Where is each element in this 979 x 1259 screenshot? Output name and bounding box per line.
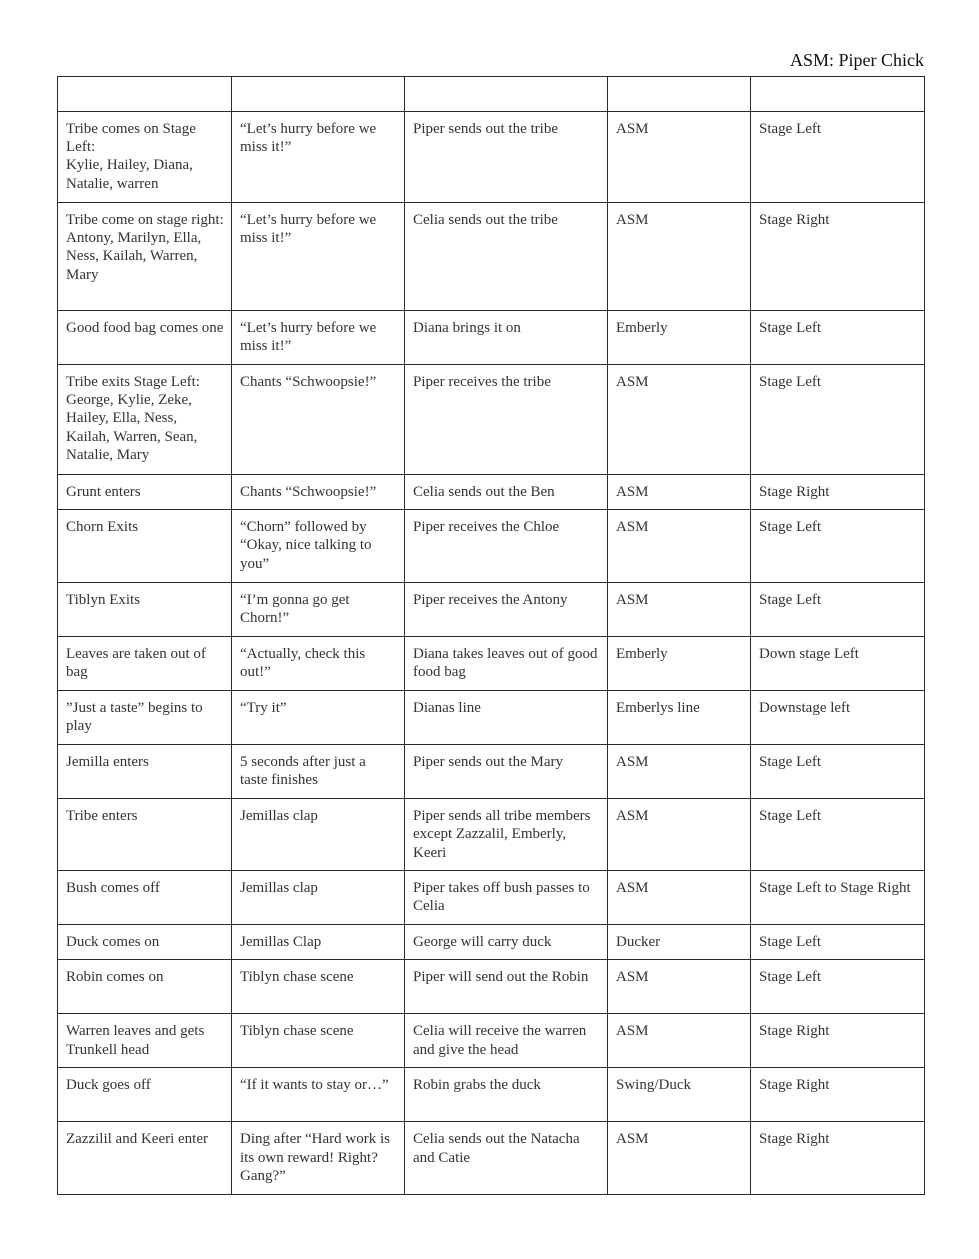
cue-cell: Jemillas Clap bbox=[232, 925, 405, 960]
header-cell bbox=[608, 77, 751, 112]
crew-cell: ASM bbox=[608, 871, 751, 925]
location-cell: Stage Right bbox=[751, 1122, 925, 1195]
cue-cell: “Try it” bbox=[232, 691, 405, 745]
location-cell: Stage Left to Stage Right bbox=[751, 871, 925, 925]
crew-cell: Ducker bbox=[608, 925, 751, 960]
location-cell: Stage Left bbox=[751, 799, 925, 871]
action-cell: Piper sends out the Mary bbox=[405, 745, 608, 799]
page-header-title: ASM: Piper Chick bbox=[789, 50, 924, 70]
cue-cell: Jemillas clap bbox=[232, 799, 405, 871]
table-row bbox=[58, 475, 925, 510]
crew-cell: Emberly bbox=[608, 637, 751, 691]
header-cell bbox=[232, 77, 405, 112]
table-row bbox=[58, 637, 925, 691]
location-cell: Down stage Left bbox=[751, 637, 925, 691]
table-row bbox=[58, 510, 925, 583]
location-cell: Stage Left bbox=[751, 311, 925, 365]
location-cell: Stage Right bbox=[751, 1068, 925, 1122]
header-cell bbox=[751, 77, 925, 112]
crew-cell: ASM bbox=[608, 583, 751, 637]
crew-cell: Emberlys line bbox=[608, 691, 751, 745]
location-cell: Stage Left bbox=[751, 745, 925, 799]
event-cell: ”Just a taste” begins to play bbox=[58, 691, 232, 745]
cue-cell: Tiblyn chase scene bbox=[232, 960, 405, 1014]
crew-cell: ASM bbox=[608, 365, 751, 475]
event-cell: Tribe exits Stage Left: George, Kylie, Zeke, Hailey, Ella, Ness, Kailah, Warren, Sean, Natalie, Mary bbox=[58, 365, 232, 475]
event-cell: Jemilla enters bbox=[58, 745, 232, 799]
header-cell bbox=[58, 77, 232, 112]
cue-cell: Ding after “Hard work is its own reward! Right? Gang?” bbox=[232, 1122, 405, 1195]
event-cell: Leaves are taken out of bag bbox=[58, 637, 232, 691]
event-cell: Chorn Exits bbox=[58, 510, 232, 583]
event-cell: Good food bag comes one bbox=[58, 311, 232, 365]
event-cell: Zazzilil and Keeri enter bbox=[58, 1122, 232, 1195]
crew-cell: ASM bbox=[608, 475, 751, 510]
action-cell: Dianas line bbox=[405, 691, 608, 745]
table-row bbox=[58, 745, 925, 799]
action-cell: Diana brings it on bbox=[405, 311, 608, 365]
table-row bbox=[58, 691, 925, 745]
cue-cell: Tiblyn chase scene bbox=[232, 1014, 405, 1068]
table-row bbox=[58, 1014, 925, 1068]
location-cell: Stage Left bbox=[751, 365, 925, 475]
location-cell: Stage Right bbox=[751, 203, 925, 311]
table-row bbox=[58, 1068, 925, 1122]
cue-cell: “If it wants to stay or…” bbox=[232, 1068, 405, 1122]
event-cell: Duck comes on bbox=[58, 925, 232, 960]
cue-cell: “Actually, check this out!” bbox=[232, 637, 405, 691]
action-cell: Piper takes off bush passes to Celia bbox=[405, 871, 608, 925]
cue-sheet-table bbox=[57, 76, 925, 1195]
crew-cell: ASM bbox=[608, 203, 751, 311]
event-cell: Tribe comes on Stage Left: Kylie, Hailey, Diana, Natalie, warren bbox=[58, 112, 232, 203]
cue-cell: “I’m gonna go get Chorn!” bbox=[232, 583, 405, 637]
event-cell: Grunt enters bbox=[58, 475, 232, 510]
action-cell: Celia will receive the warren and give the head bbox=[405, 1014, 608, 1068]
crew-cell: Swing/Duck bbox=[608, 1068, 751, 1122]
location-cell: Stage Left bbox=[751, 925, 925, 960]
action-cell: Robin grabs the duck bbox=[405, 1068, 608, 1122]
crew-cell: ASM bbox=[608, 1122, 751, 1195]
location-cell: Stage Left bbox=[751, 960, 925, 1014]
table-row bbox=[58, 799, 925, 871]
cue-cell: “Let’s hurry before we miss it!” bbox=[232, 112, 405, 203]
crew-cell: ASM bbox=[608, 1014, 751, 1068]
table-header-row bbox=[58, 77, 925, 112]
table-row bbox=[58, 960, 925, 1014]
action-cell: Celia sends out the Ben bbox=[405, 475, 608, 510]
table-row bbox=[58, 311, 925, 365]
action-cell: Piper sends all tribe members except Zazzalil, Emberly, Keeri bbox=[405, 799, 608, 871]
action-cell: Celia sends out the tribe bbox=[405, 203, 608, 311]
location-cell: Stage Left bbox=[751, 510, 925, 583]
action-cell: Piper receives the tribe bbox=[405, 365, 608, 475]
event-cell: Tribe come on stage right: Antony, Marilyn, Ella, Ness, Kailah, Warren, Mary bbox=[58, 203, 232, 311]
crew-cell: Emberly bbox=[608, 311, 751, 365]
cue-cell: Chants “Schwoopsie!” bbox=[232, 365, 405, 475]
table-row bbox=[58, 925, 925, 960]
location-cell: Stage Left bbox=[751, 112, 925, 203]
location-cell: Downstage left bbox=[751, 691, 925, 745]
location-cell: Stage Left bbox=[751, 583, 925, 637]
cue-cell: Jemillas clap bbox=[232, 871, 405, 925]
event-cell: Duck goes off bbox=[58, 1068, 232, 1122]
crew-cell: ASM bbox=[608, 112, 751, 203]
event-cell: Tiblyn Exits bbox=[58, 583, 232, 637]
crew-cell: ASM bbox=[608, 745, 751, 799]
cue-cell: “Let’s hurry before we miss it!” bbox=[232, 311, 405, 365]
table-row bbox=[58, 112, 925, 203]
action-cell: Piper receives the Antony bbox=[405, 583, 608, 637]
table-row bbox=[58, 583, 925, 637]
cue-cell: 5 seconds after just a taste finishes bbox=[232, 745, 405, 799]
table-row bbox=[58, 871, 925, 925]
crew-cell: ASM bbox=[608, 960, 751, 1014]
table-row bbox=[58, 365, 925, 475]
action-cell: Diana takes leaves out of good food bag bbox=[405, 637, 608, 691]
action-cell: George will carry duck bbox=[405, 925, 608, 960]
action-cell: Piper sends out the tribe bbox=[405, 112, 608, 203]
cue-cell: Chants “Schwoopsie!” bbox=[232, 475, 405, 510]
location-cell: Stage Right bbox=[751, 475, 925, 510]
action-cell: Celia sends out the Natacha and Catie bbox=[405, 1122, 608, 1195]
event-cell: Bush comes off bbox=[58, 871, 232, 925]
location-cell: Stage Right bbox=[751, 1014, 925, 1068]
table-row bbox=[58, 1122, 925, 1195]
header-cell bbox=[405, 77, 608, 112]
table-row bbox=[58, 203, 925, 311]
crew-cell: ASM bbox=[608, 510, 751, 583]
cue-cell: “Let’s hurry before we miss it!” bbox=[232, 203, 405, 311]
event-cell: Warren leaves and gets Trunkell head bbox=[58, 1014, 232, 1068]
event-cell: Tribe enters bbox=[58, 799, 232, 871]
cue-cell: “Chorn” followed by “Okay, nice talking to you” bbox=[232, 510, 405, 583]
action-cell: Piper will send out the Robin bbox=[405, 960, 608, 1014]
crew-cell: ASM bbox=[608, 799, 751, 871]
event-cell: Robin comes on bbox=[58, 960, 232, 1014]
action-cell: Piper receives the Chloe bbox=[405, 510, 608, 583]
